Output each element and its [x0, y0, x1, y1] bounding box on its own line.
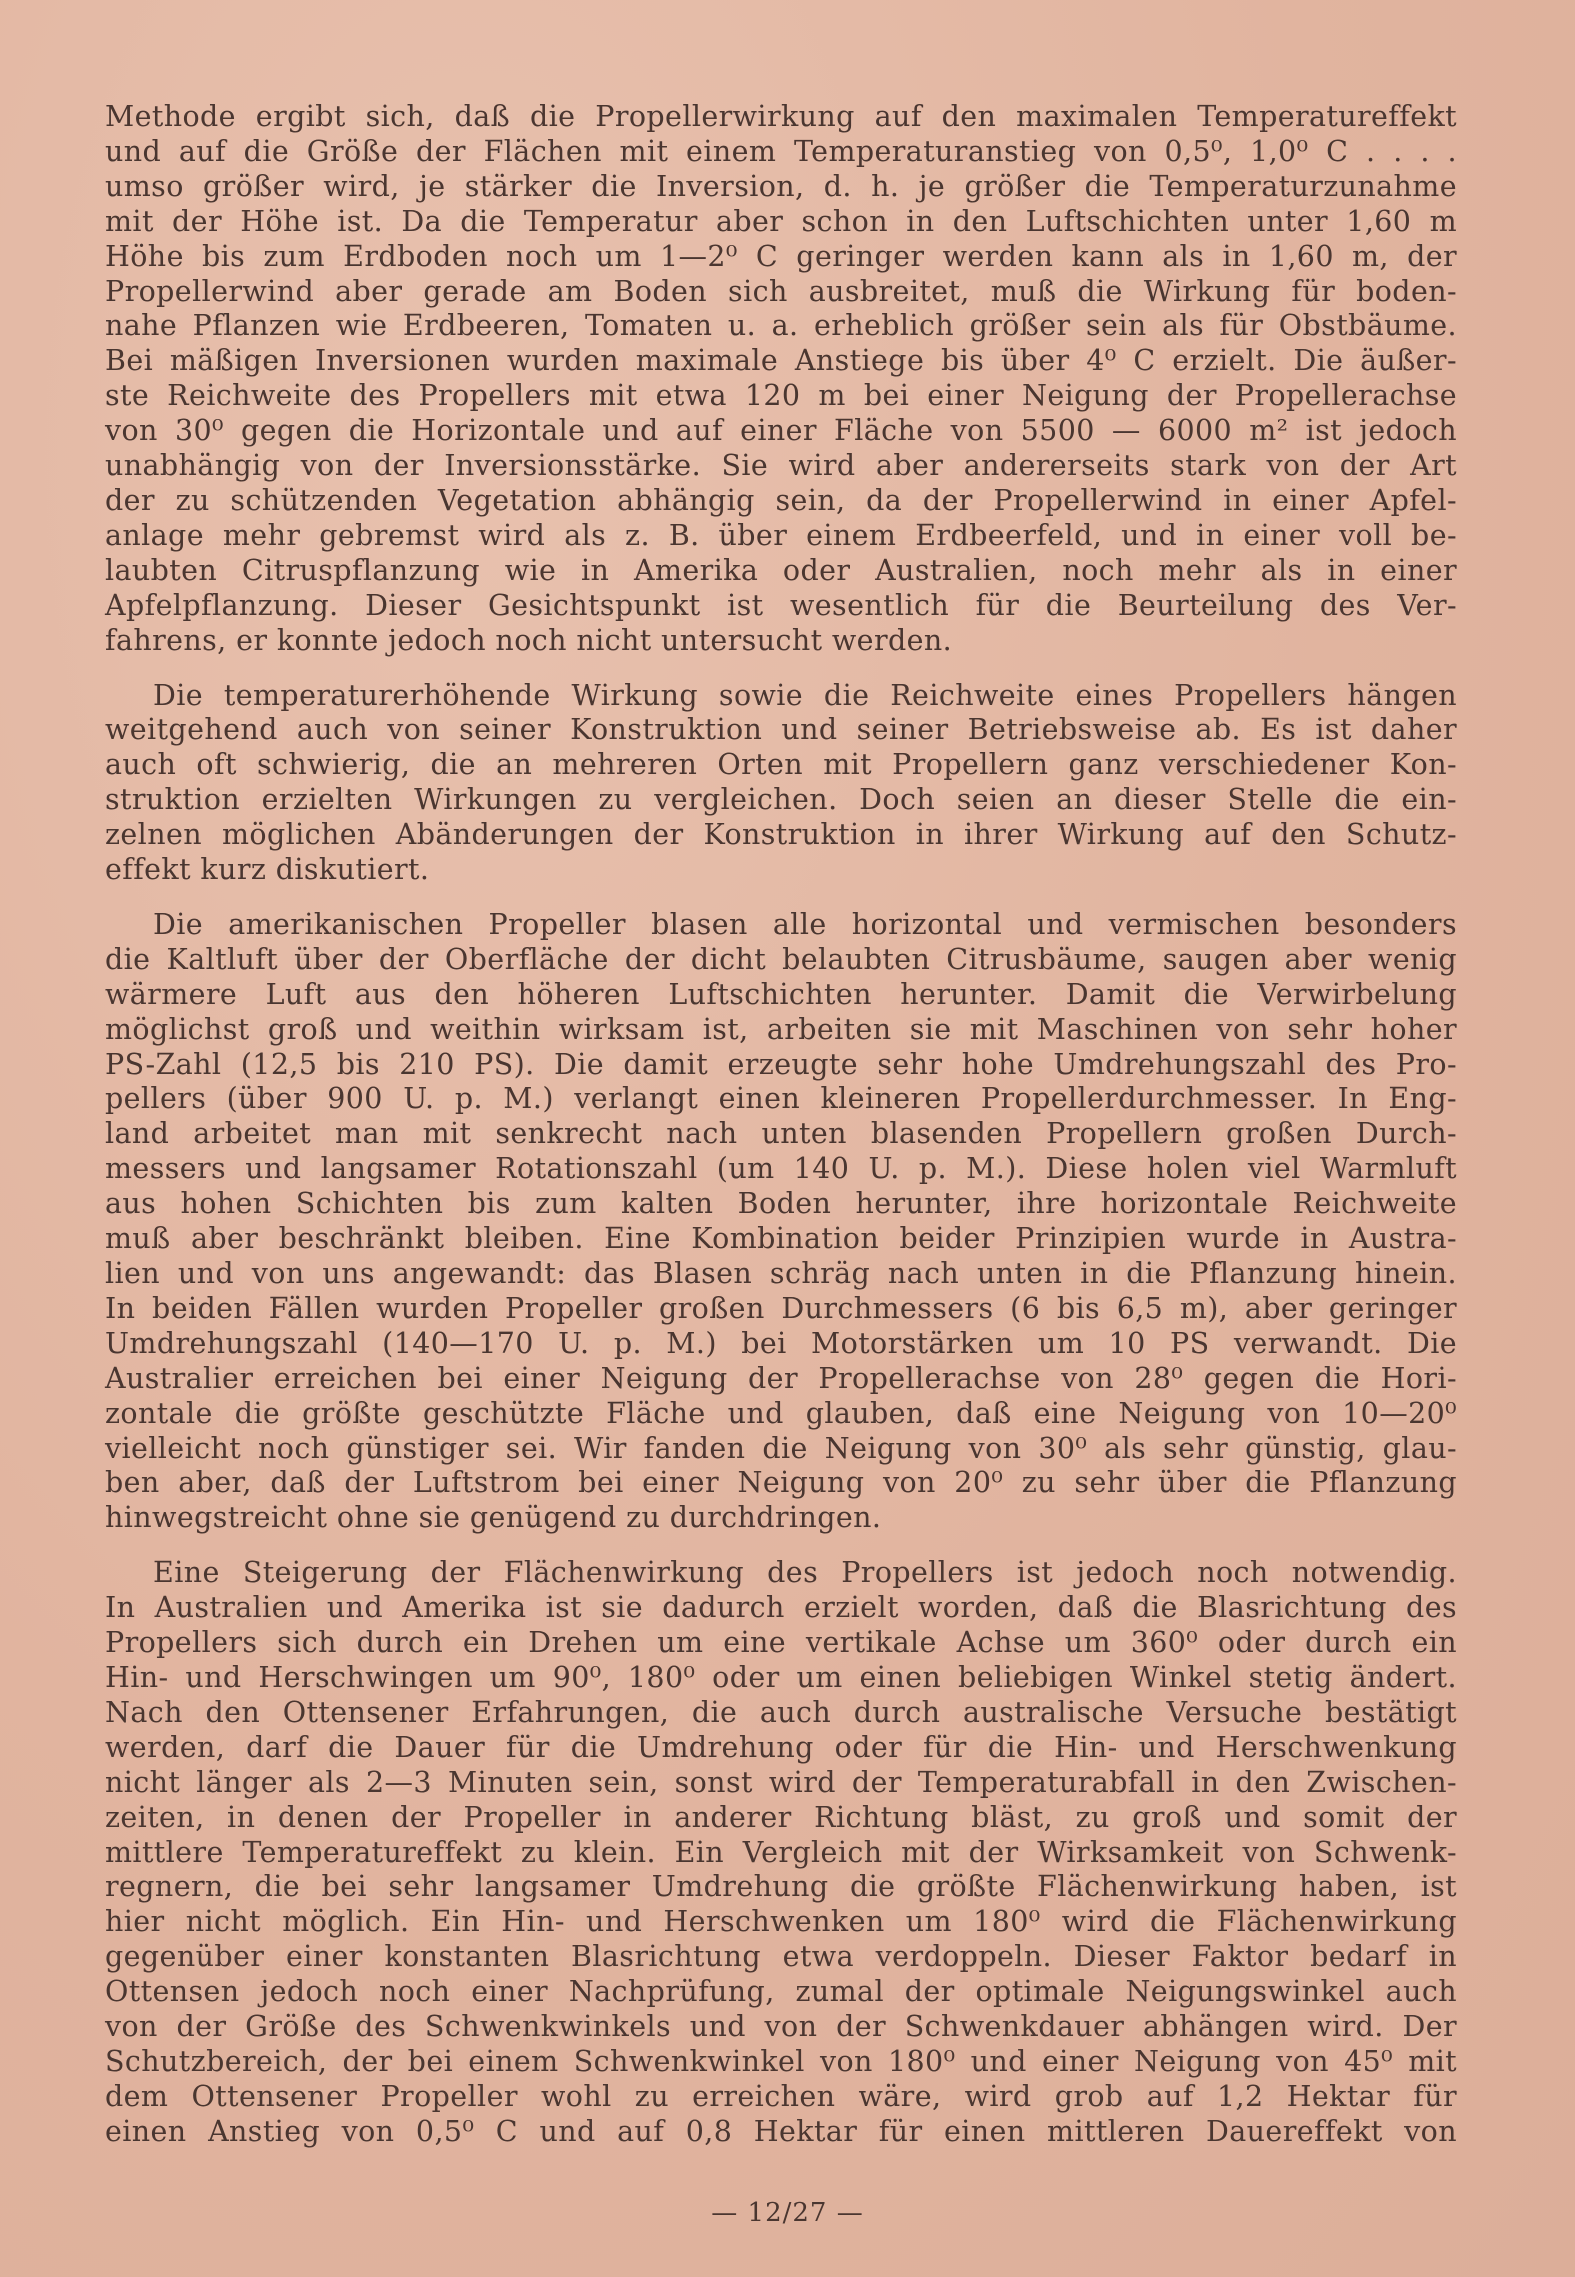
- text-line: zontale die größte geschützte Fläche und glauben, daß eine Neigung von 10—20⁰: [105, 1396, 1457, 1430]
- text-line: aus hohen Schichten bis zum kalten Boden herunter, ihre horizontale Reichweite: [105, 1187, 1457, 1221]
- text-line: anlage mehr gebremst wird als z. B. über einem Erdbeerfeld, und in einer voll be-: [105, 518, 1457, 552]
- text-line: einen Anstieg von 0,5⁰ C und auf 0,8 Hektar für einen mittleren Dauereffekt von: [105, 2114, 1457, 2148]
- text-line: unabhängig von der Inversionsstärke. Sie wird aber andererseits stark von der Art: [105, 449, 1457, 483]
- text-line: gegenüber einer konstanten Blasrichtung etwa verdoppeln. Dieser Faktor bedarf in: [105, 1940, 1457, 1974]
- text-line: laubten Citruspflanzung wie in Amerika oder Australien, noch mehr als in einer: [105, 553, 1457, 587]
- paragraph-gap: [105, 1536, 1457, 1556]
- text-line: werden, darf die Dauer für die Umdrehung oder für die Hin- und Herschwenkung: [105, 1730, 1457, 1764]
- text-line: Propellers sich durch ein Drehen um eine vertikale Achse um 360⁰ oder durch ein: [105, 1626, 1457, 1660]
- text-line: die Kaltluft über der Oberfläche der dicht belaubten Citrusbäume, saugen aber wenig: [105, 942, 1457, 976]
- text-line: hinwegstreicht ohne sie genügend zu durchdringen.: [105, 1501, 882, 1535]
- paragraph-2: [105, 679, 1457, 888]
- text-line: land arbeitet man mit senkrecht nach unten blasenden Propellern großen Durch-: [105, 1117, 1457, 1151]
- text-line: Die amerikanischen Propeller blasen alle horizontal und vermischen besonders: [153, 907, 1457, 941]
- text-line: nicht länger als 2—3 Minuten sein, sonst wird der Temperaturabfall in den Zwischen-: [105, 1765, 1457, 1799]
- text-line: Die temperaturerhöhende Wirkung sowie die Reichweite eines Propellers hängen: [153, 678, 1457, 712]
- text-line: pellers (über 900 U. p. M.) verlangt einen kleineren Propellerdurchmesser. In Eng-: [105, 1082, 1457, 1116]
- text-line: Umdrehungszahl (140—170 U. p. M.) bei Motorstärken um 10 PS verwandt. Die: [105, 1326, 1457, 1360]
- text-line: mittlere Temperatureffekt zu klein. Ein Vergleich mit der Wirksamkeit von Schwenk-: [105, 1835, 1457, 1869]
- text-line: Apfelpflanzung. Dieser Gesichtspunkt ist wesentlich für die Beurteilung des Ver-: [105, 588, 1457, 622]
- text-line: dem Ottensener Propeller wohl zu erreichen wäre, wird grob auf 1,2 Hektar für: [105, 2079, 1457, 2113]
- text-line: Methode ergibt sich, daß die Propellerwirkung auf den maximalen Temperatureffekt: [105, 100, 1457, 133]
- document-page: [105, 100, 1457, 2150]
- text-line: ben aber, daß der Luftstrom bei einer Neigung von 20⁰ zu sehr über die Pflanzung: [105, 1466, 1457, 1500]
- text-line: umso größer wird, je stärker die Inversion, d. h. je größer die Temperaturzunahme: [105, 169, 1457, 203]
- paragraph-3: [105, 908, 1457, 1536]
- paragraph-4: [105, 1556, 1457, 2149]
- text-line: auch oft schwierig, die an mehreren Orten mit Propellern ganz verschiedener Kon-: [105, 748, 1457, 782]
- text-line: von 30⁰ gegen die Horizontale und auf einer Fläche von 5500 — 6000 m² ist jedoch: [105, 414, 1457, 448]
- text-line: möglichst groß und weithin wirksam ist, arbeiten sie mit Maschinen von sehr hoher: [105, 1012, 1457, 1046]
- text-line: zelnen möglichen Abänderungen der Konstruktion in ihrer Wirkung auf den Schutz-: [105, 818, 1457, 852]
- text-line: struktion erzielten Wirkungen zu vergleichen. Doch seien an dieser Stelle die ein-: [105, 783, 1457, 817]
- text-line: Ottensen jedoch noch einer Nachprüfung, zumal der optimale Neigungswinkel auch: [105, 1975, 1457, 2009]
- text-line: messers und langsamer Rotationszahl (um 140 U. p. M.). Diese holen viel Warmluft: [105, 1152, 1457, 1186]
- text-line: zeiten, in denen der Propeller in anderer Richtung bläst, zu groß und somit der: [105, 1800, 1457, 1834]
- text-line: hier nicht möglich. Ein Hin- und Herschwenken um 180⁰ wird die Flächenwirkung: [105, 1905, 1457, 1939]
- text-line: Nach den Ottensener Erfahrungen, die auch durch australische Versuche bestätigt: [105, 1695, 1457, 1729]
- text-line: Eine Steigerung der Flächenwirkung des Propellers ist jedoch noch notwendig.: [153, 1556, 1457, 1590]
- text-line: fahrens, er konnte jedoch noch nicht untersucht werden.: [105, 623, 953, 657]
- text-line: ste Reichweite des Propellers mit etwa 120 m bei einer Neigung der Propellerachse: [105, 379, 1457, 413]
- text-line: Australier erreichen bei einer Neigung der Propellerachse von 28⁰ gegen die Hori-: [105, 1361, 1457, 1395]
- paragraph-1: [105, 100, 1457, 659]
- text-line: der zu schützenden Vegetation abhängig sein, da der Propellerwind in einer Apfel-: [105, 483, 1457, 517]
- text-line: PS-Zahl (12,5 bis 210 PS). Die damit erzeugte sehr hohe Umdrehungszahl des Pro-: [105, 1047, 1457, 1081]
- text-line: weitgehend auch von seiner Konstruktion und seiner Betriebsweise ab. Es ist daher: [105, 713, 1457, 747]
- text-line: effekt kurz diskutiert.: [105, 853, 430, 887]
- text-line: In Australien und Amerika ist sie dadurch erzielt worden, daß die Blasrichtung des: [105, 1591, 1457, 1625]
- text-line: mit der Höhe ist. Da die Temperatur aber schon in den Luftschichten unter 1,60 m: [105, 204, 1457, 238]
- text-line: Hin- und Herschwingen um 90⁰, 180⁰ oder um einen beliebigen Winkel stetig ändert.: [105, 1660, 1457, 1694]
- text-line: Schutzbereich, der bei einem Schwenkwinkel von 180⁰ und einer Neigung von 45⁰ mit: [105, 2044, 1457, 2078]
- text-line: muß aber beschränkt bleiben. Eine Kombination beider Prinzipien wurde in Austra-: [105, 1222, 1457, 1256]
- text-line: Bei mäßigen Inversionen wurden maximale Anstiege bis über 4⁰ C erzielt. Die äußer-: [105, 344, 1457, 378]
- paragraph-gap: [105, 888, 1457, 908]
- text-line: vielleicht noch günstiger sei. Wir fanden die Neigung von 30⁰ als sehr günstig, glau-: [105, 1431, 1457, 1465]
- text-line: Höhe bis zum Erdboden noch um 1—2⁰ C geringer werden kann als in 1,60 m, der: [105, 239, 1457, 273]
- text-line: regnern, die bei sehr langsamer Umdrehung die größte Flächenwirkung haben, ist: [105, 1870, 1457, 1904]
- text-line: lien und von uns angewandt: das Blasen schräg nach unten in die Pflanzung hinein.: [105, 1257, 1457, 1290]
- text-line: wärmere Luft aus den höheren Luftschichten herunter. Damit die Verwirbelung: [105, 977, 1457, 1011]
- text-line: von der Größe des Schwenkwinkels und von der Schwenkdauer abhängen wird. Der: [105, 2010, 1457, 2044]
- text-line: Propellerwind aber gerade am Boden sich ausbreitet, muß die Wirkung für boden-: [105, 274, 1457, 308]
- page-number: — 12/27 —: [711, 2198, 864, 2228]
- text-line: In beiden Fällen wurden Propeller großen Durchmessers (6 bis 6,5 m), aber geringer: [105, 1291, 1457, 1325]
- text-line: nahe Pflanzen wie Erdbeeren, Tomaten u. a. erheblich größer sein als für Obstbäume.: [105, 309, 1457, 343]
- text-line: und auf die Größe der Flächen mit einem Temperaturanstieg von 0,5⁰, 1,0⁰ C . . . .: [105, 134, 1457, 168]
- paragraph-gap: [105, 659, 1457, 679]
